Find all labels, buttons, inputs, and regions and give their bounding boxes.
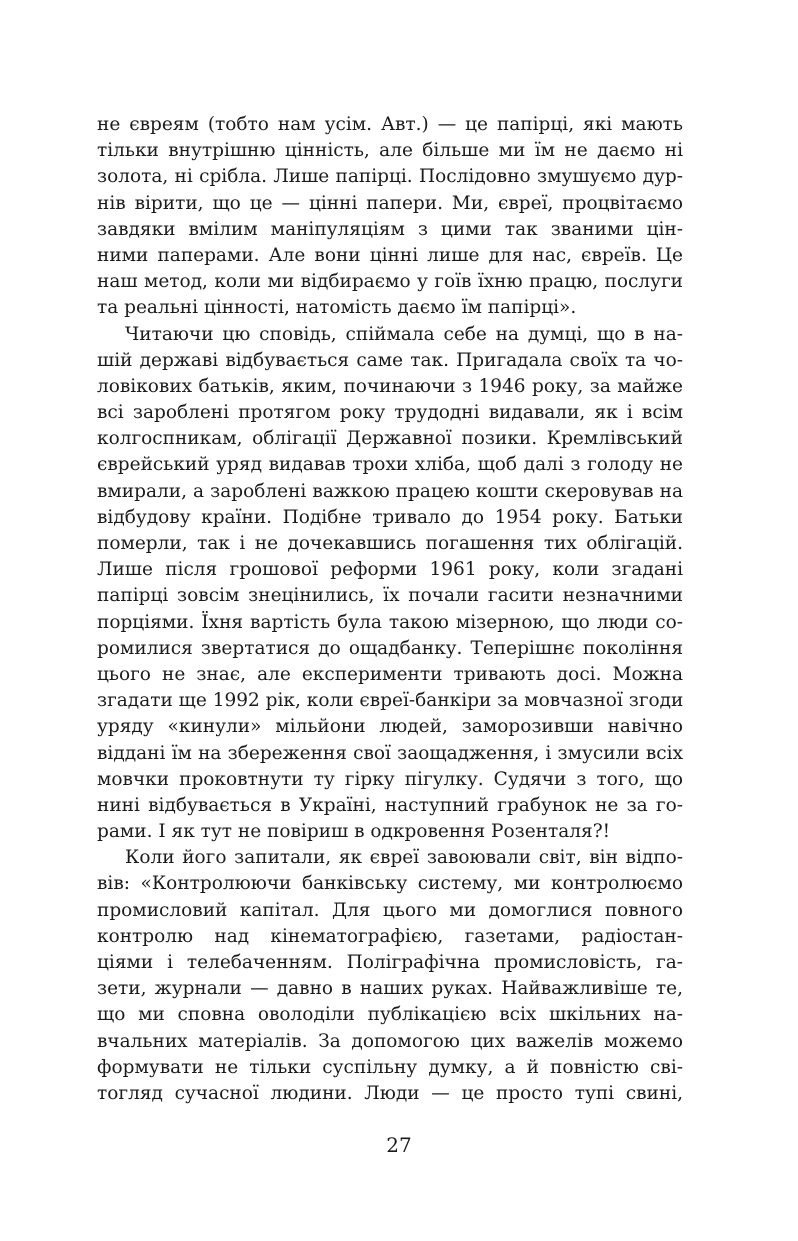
text-line: померли, так і не дочекавшись погашення тих облігацій. (97, 533, 683, 554)
text-line: мовчки проковтнути ту гірку пігулку. Судячи з того, що (97, 768, 683, 790)
text-line: відбудову країни. Подібне тривало до 1954 року. Батьки (97, 506, 683, 528)
text-line: нів вірити, що це — цінні папери. Ми, євреї, процвітаємо (97, 192, 683, 214)
text-line: уряду «кинули» мільйони людей, заморозивши навічно (97, 716, 683, 738)
text-line: вчальних матеріалів. За допомогою цих важелів можемо (97, 1030, 683, 1052)
text-line: нині відбувається в Україні, наступний грабунок не за го- (97, 794, 683, 816)
text-line: цього не знає, але експерименти тривають досі. Можна (97, 663, 683, 685)
text-line: та реальні цінності, натомість даємо їм папірці». (97, 297, 577, 319)
body-text (97, 112, 683, 1107)
text-line: золота, ні срібла. Лише папірці. Послідовно змушуємо дур- (97, 166, 683, 188)
text-line: ромилися звертатися до ощадбанку. Теперішнє покоління (97, 637, 683, 659)
paragraph (97, 112, 683, 322)
text-line: промисловий капітал. Для цього ми домоглися повного (97, 899, 683, 921)
text-line: не євреям (тобто нам усім. Авт.) — це папірці, які мають (97, 114, 683, 135)
text-line: формувати не тільки суспільну думку, а й повністю сві- (97, 1056, 683, 1078)
text-line: вмирали, а зароблені важкою працею кошти скеровував на (97, 480, 683, 502)
text-line: тільки внутрішню цінність, але більше ми їм не даємо ні (97, 140, 683, 162)
text-line: порціями. Їхня вартість була такою мізерною, що люди со- (97, 611, 683, 633)
paragraph (97, 845, 683, 1107)
text-line: єврейський уряд видавав трохи хліба, щоб далі з голоду не (97, 454, 683, 476)
text-line: зети, журнали — давно в наших руках. Найважливіше те, (97, 978, 683, 1000)
text-line: що ми сповна оволоділи публікацією всіх шкільних на- (97, 1004, 683, 1026)
text-line: всі зароблені протягом року трудодні видавали, як і всім (97, 402, 683, 424)
text-line: ними паперами. Але вони цінні лише для нас, євреїв. Це (97, 244, 683, 266)
text-line: згадати ще 1992 рік, коли євреї-банкіри за мовчазної згоди (97, 690, 684, 712)
text-line: контролю над кінематографією, газетами, радіостан- (97, 925, 683, 947)
text-line: ціями і телебаченням. Поліграфічна промисловість, га- (97, 952, 683, 973)
text-line: Лише після грошової реформи 1961 року, коли згадані (97, 559, 683, 581)
text-line: Коли його запитали, як євреї завоювали світ, він відпо- (125, 847, 683, 869)
text-line: колгоспникам, облігації Державної позики. Кремлівський (97, 428, 683, 450)
text-line: завдяки вмілим маніпуляціям з цими так званими цін- (97, 218, 683, 240)
paragraph (97, 322, 683, 846)
text-line: шій державі відбувається саме так. Пригадала своїх та чо- (97, 349, 683, 371)
text-line: Читаючи цю сповідь, спіймала себе на думці, що в на- (125, 323, 683, 345)
text-line: тогляд сучасної людини. Люди — це просто тупі свині, (97, 1082, 683, 1104)
text-line: рами. І як тут не повіриш в одкровення Розенталя?! (97, 821, 611, 843)
text-line: віддані їм на збереження свої заощадження, і змусили всіх (97, 742, 683, 764)
text-line: папірці зовсім знецінились, їх почали гасити незначними (97, 585, 683, 607)
text-line: вів: «Контролюючи банківську систему, ми контролюємо (97, 873, 683, 895)
text-line: наш метод, коли ми відбираємо у гоїв їхню працю, послуги (97, 271, 683, 293)
page-number: 27 (386, 1133, 412, 1157)
text-line: ловікових батьків, яким, починаючи з 1946 року, за майже (97, 375, 683, 397)
